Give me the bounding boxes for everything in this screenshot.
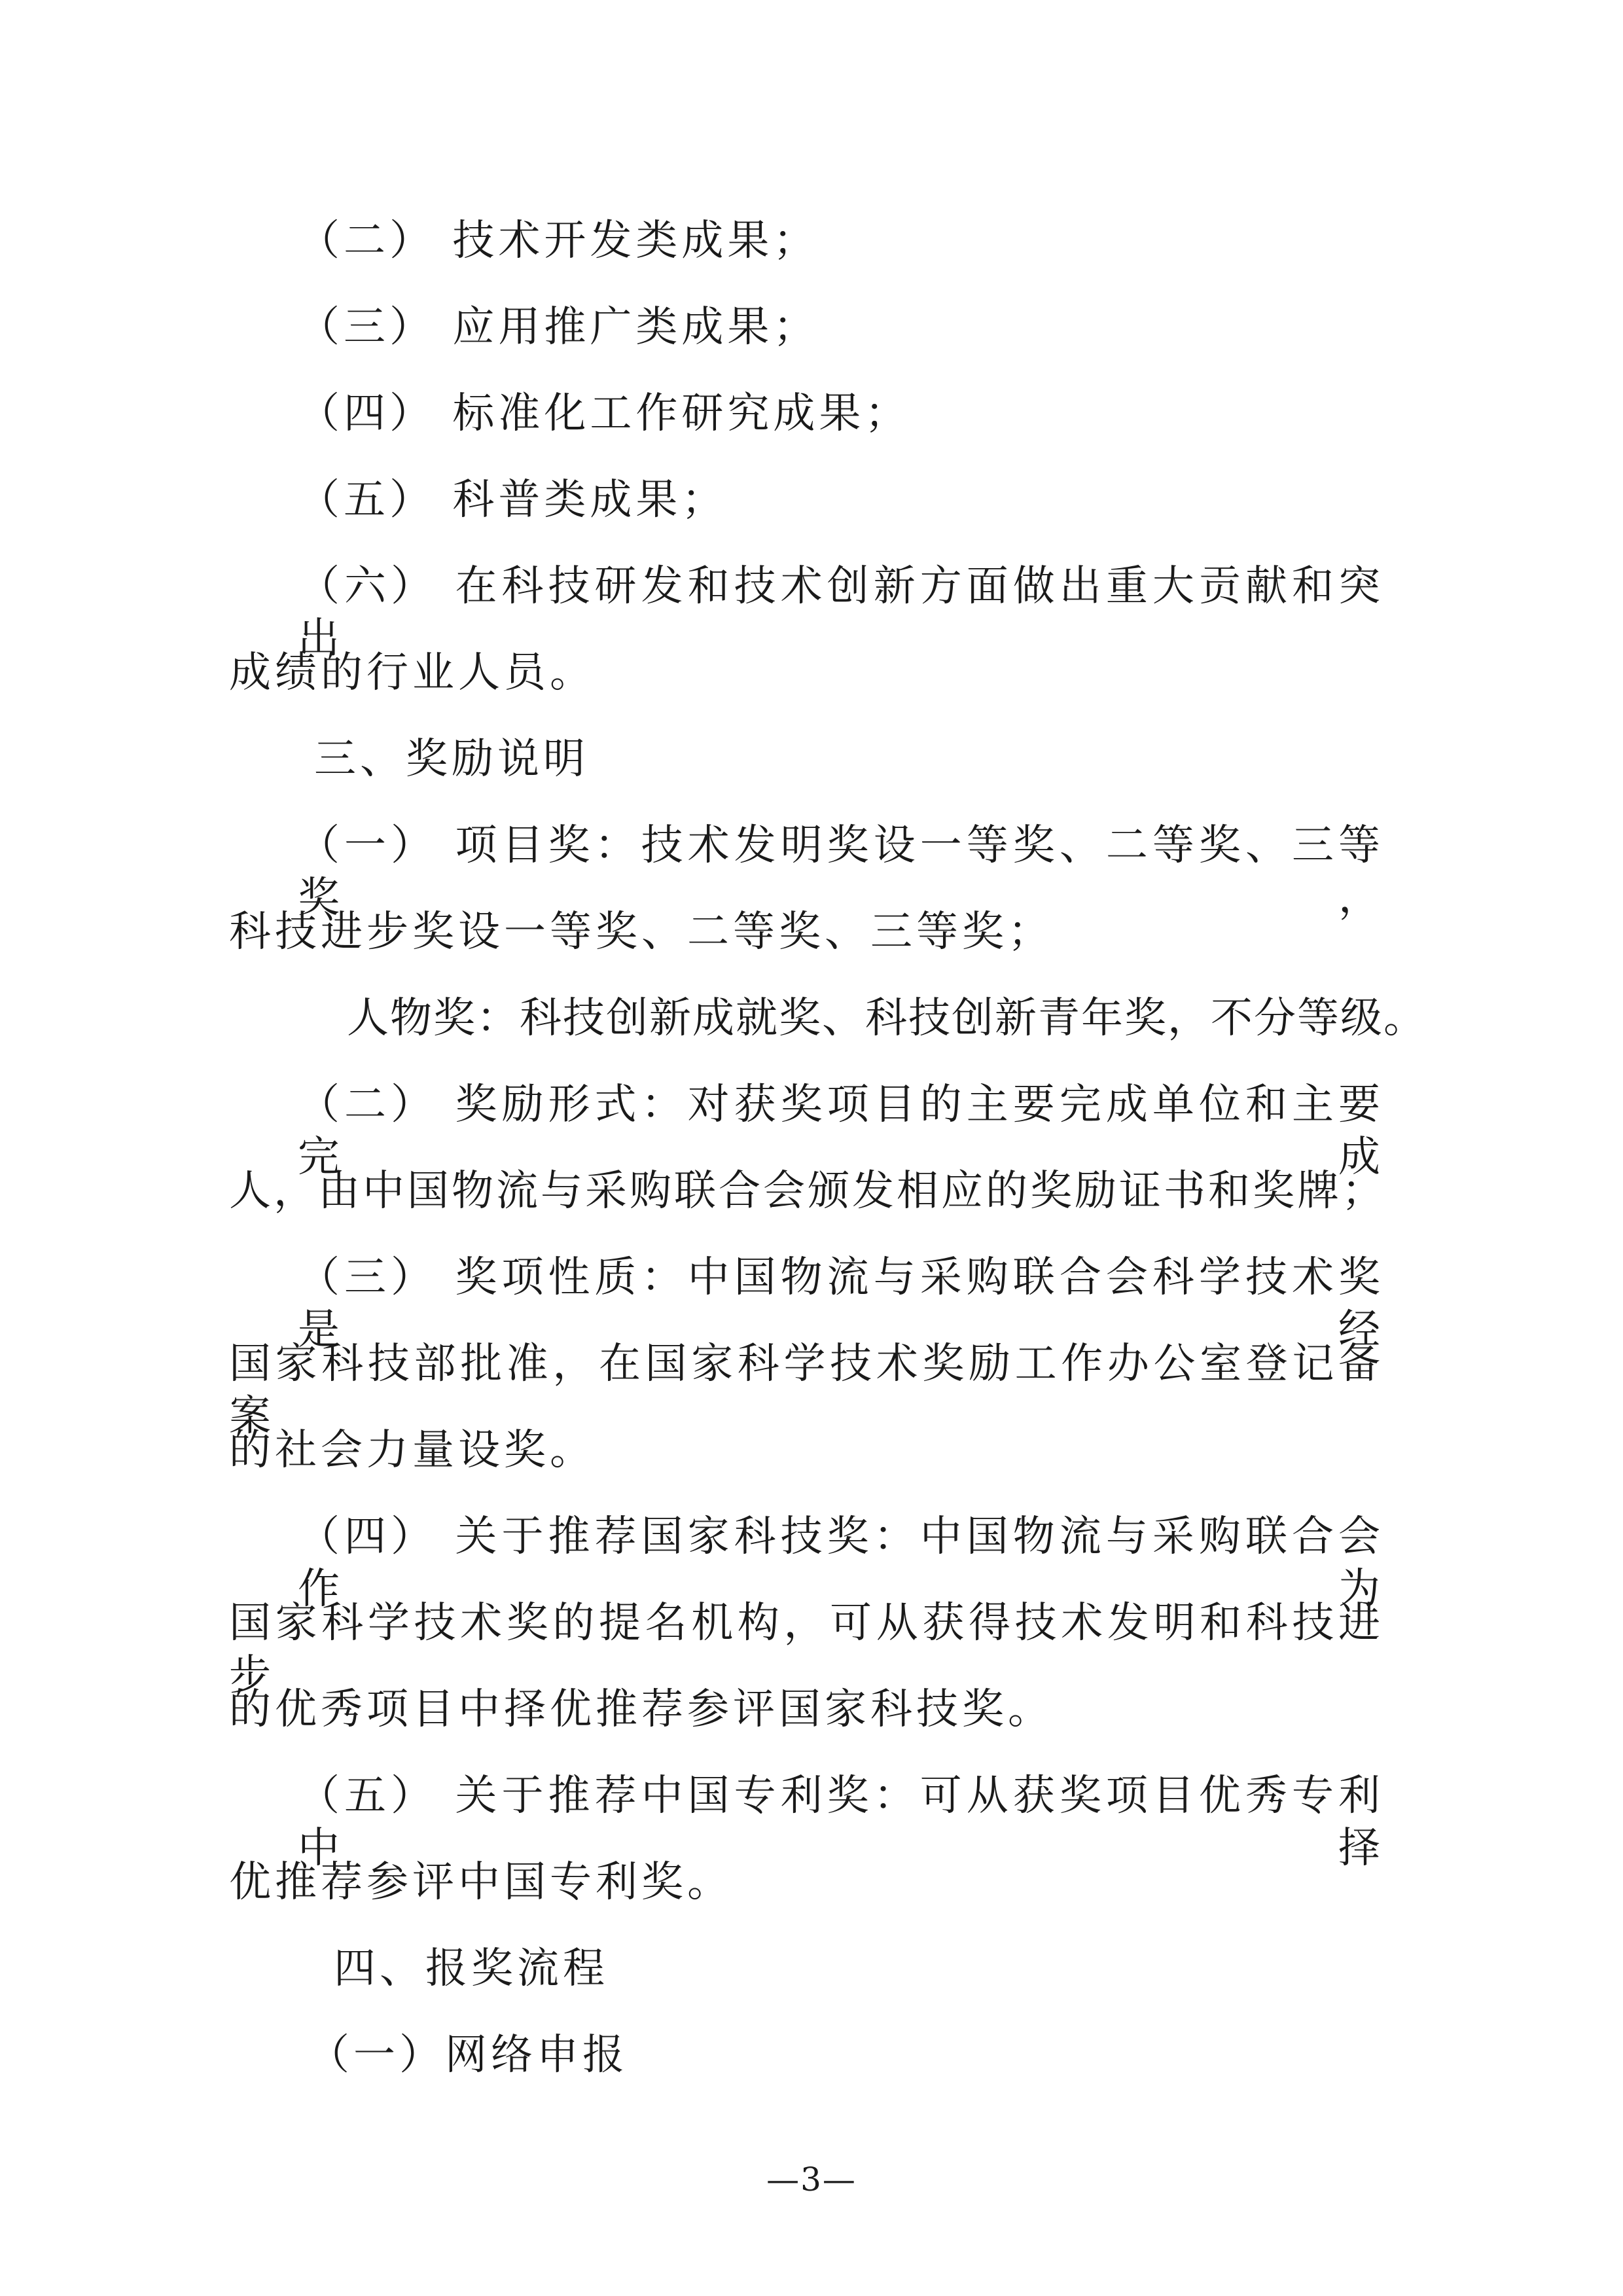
paragraph-national-award-end: 的优秀项目中择优推荐参评国家科技奖。 [229,1685,1054,1734]
paragraph-award-nature-end: 的社会力量设奖。 [229,1426,596,1475]
paragraph-national-award-cont: 国家科学技术奖的提名机构，可从获得技术发明和科技进步 [229,1599,1384,1700]
paragraph-person-award: 人物奖：科技创新成就奖、科技创新青年奖，不分等级。 [347,994,1427,1043]
list-item-industry-personnel: （六） 在科技研发和技术创新方面做出重大贡献和突出 [298,562,1384,663]
paragraph-project-award-cont: 科技进步奖设一等奖、二等奖、三等奖； [229,908,1054,956]
page-number: —3— [766,2161,857,2198]
list-item-tech-development: （二） 技术开发类成果； [298,217,819,265]
paragraph-award-nature-cont: 国家科技部批准，在国家科学技术奖励工作办公室登记备案 [229,1340,1384,1441]
list-item-industry-personnel-cont: 成绩的行业人员。 [229,649,596,697]
paragraph-award-form: （二） 奖励形式：对获奖项目的主要完成单位和主要完成 [298,1081,1384,1181]
paragraph-national-award: （四） 关于推荐国家科技奖：中国物流与采购联合会作为 [298,1513,1384,1613]
paragraph-patent-award: （五） 关于推荐中国专利奖：可从获奖项目优秀专利中择 [298,1772,1384,1873]
section-heading-application-process: 四、报奖流程 [334,1945,609,1993]
paragraph-project-award: （一） 项目奖：技术发明奖设一等奖、二等奖、三等奖， [298,821,1384,922]
paragraph-award-form-cont: 人，由中国物流与采购联合会颁发相应的奖励证书和奖牌； [229,1167,1386,1215]
list-item-application-promotion: （三） 应用推广类成果； [298,303,819,351]
subheading-online-application: （一）网络申报 [308,2031,628,2079]
section-heading-award-description: 三、奖励说明 [314,735,589,783]
paragraph-patent-award-cont: 优推荐参评中国专利奖。 [229,1858,733,1907]
list-item-popular-science: （五） 科普类成果； [298,476,728,524]
list-item-standardization: （四） 标准化工作研究成果； [298,389,911,438]
paragraph-award-nature: （三） 奖项性质：中国物流与采购联合会科学技术奖是经 [298,1253,1384,1354]
